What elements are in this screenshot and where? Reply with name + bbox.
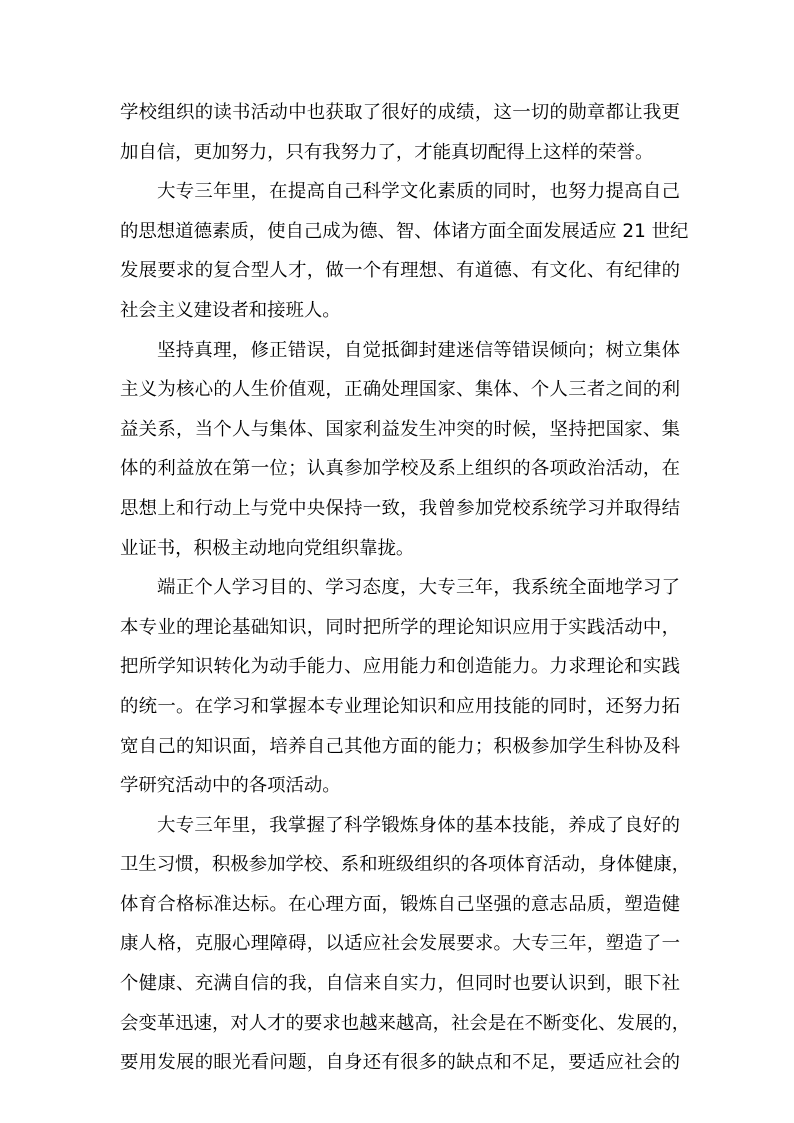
text-line: 加自信，更加努力，只有我努力了，才能真切配得上这样的荣誉。 (120, 141, 654, 163)
text-line: 宽自己的知识面，培养自己其他方面的能力；积极参加学生科协及科 (120, 735, 680, 757)
body-text (120, 93, 691, 1083)
text-line: 的思想道德素质，使自己成为德、智、体诸方面全面发展适应 21 世纪 (120, 220, 689, 242)
text-line: 体育合格标准达标。在心理方面，锻炼自己坚强的意志品质，塑造健 (120, 893, 680, 915)
paragraph-first-line: 端正个人学习目的、学习态度，大专三年，我系统全面地学习了 (157, 577, 680, 599)
text-line: 益关系，当个人与集体、国家利益发生冲突的时候，坚持把国家、集 (120, 418, 680, 440)
text-line: 思想上和行动上与党中央保持一致，我曾参加党校系统学习并取得结 (120, 497, 680, 519)
text-line: 会变革迅速，对人才的要求也越来越高，社会是在不断变化、发展的， (120, 1012, 691, 1034)
text-line: 主义为核心的人生价值观，正确处理国家、集体、个人三者之间的利 (120, 379, 680, 401)
text-line: 学校组织的读书活动中也获取了很好的成绩，这一切的勋章都让我更 (120, 102, 680, 123)
paragraph-first-line: 坚持真理，修正错误，自觉抵御封建迷信等错误倾向；树立集体 (157, 339, 680, 361)
text-line: 卫生习惯，积极参加学校、系和班级组织的各项体育活动，身体健康， (120, 854, 691, 876)
text-line: 把所学知识转化为动手能力、应用能力和创造能力。力求理论和实践 (120, 656, 680, 678)
text-line: 个健康、充满自信的我，自信来自实力，但同时也要认识到，眼下社 (120, 973, 680, 995)
text-line: 的统一。在学习和掌握本专业理论知识和应用技能的同时，还努力拓 (120, 695, 680, 717)
paragraph-first-line: 大专三年里，我掌握了科学锻炼身体的基本技能，养成了良好的 (157, 814, 680, 836)
text-line: 体的利益放在第一位；认真参加学校及系上组织的各项政治活动，在 (120, 458, 680, 480)
paragraph-first-line: 大专三年里，在提高自己科学文化素质的同时，也努力提高自己 (157, 181, 680, 203)
text-line: 康人格，克服心理障碍，以适应社会发展要求。大专三年，塑造了一 (120, 933, 680, 955)
text-line: 学研究活动中的各项活动。 (120, 775, 341, 797)
text-line: 业证书，积极主动地向党组织靠拢。 (120, 537, 415, 559)
text-line: 发展要求的复合型人才，做一个有理想、有道德、有文化、有纪律的 (120, 260, 680, 282)
text-line: 要用发展的眼光看问题，自身还有很多的缺点和不足，要适应社会的 (120, 1052, 680, 1074)
text-line: 本专业的理论基础知识，同时把所学的理论知识应用于实践活动中， (120, 616, 680, 638)
text-line: 社会主义建设者和接班人。 (120, 299, 341, 321)
